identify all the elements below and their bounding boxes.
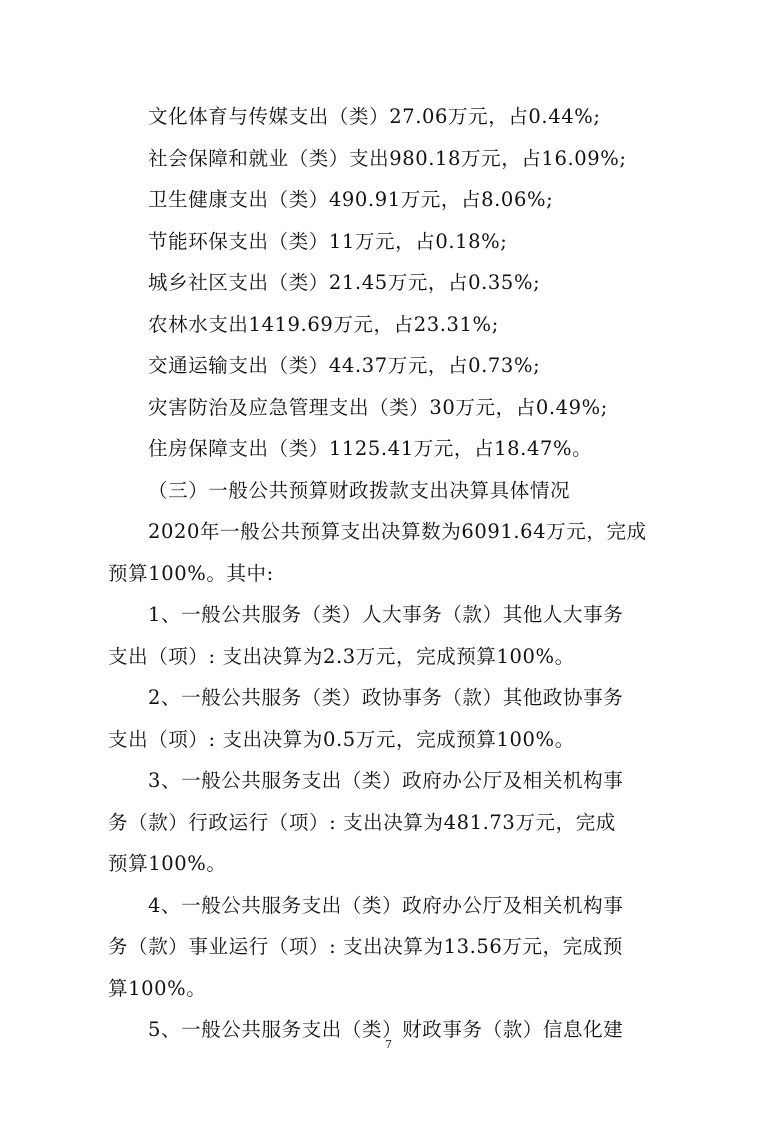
expense-line-health: 卫生健康支出（类）490.91万元，占8.06%;: [148, 188, 554, 211]
item-4-line: 务（款）事业运行（项）: 支出决算为13.56万元，完成预: [108, 935, 623, 958]
page-number: 7: [385, 1038, 392, 1051]
item-2-line: 支出（项）: 支出决算为0.5万元，完成预算100%。: [108, 727, 575, 751]
item-3-line: 3、一般公共服务支出（类）政府办公厅及相关机构事: [148, 769, 624, 792]
paragraph-line: 预算100%。其中:: [108, 561, 274, 585]
expense-line-disaster: 灾害防治及应急管理支出（类）30万元，占0.49%;: [148, 395, 608, 419]
item-3-line: 预算100%。: [108, 852, 227, 875]
document-body: [108, 96, 668, 1051]
expense-line-transport: 交通运输支出（类）44.37万元，占0.73%;: [148, 354, 541, 377]
item-4-line: 4、一般公共服务支出（类）政府办公厅及相关机构事: [148, 893, 624, 917]
paragraph-line: 2020年一般公共预算支出决算数为6091.64万元，完成: [148, 520, 647, 543]
expense-line-culture: 文化体育与传媒支出（类）27.06万元，占0.44%;: [148, 105, 601, 128]
section-heading: （三）一般公共预算财政拨款支出决算具体情况: [148, 478, 571, 502]
item-3-line: 务（款）行政运行（项）: 支出决算为481.73万元，完成: [108, 810, 616, 834]
expense-line-housing: 住房保障支出（类）1125.41万元，占18.47%。: [148, 437, 593, 460]
item-1-line: 支出（项）: 支出决算为2.3万元，完成预算100%。: [108, 644, 575, 668]
expense-line-community: 城乡社区支出（类）21.45万元，占0.35%;: [148, 271, 541, 294]
item-4-line: 算100%。: [108, 976, 207, 1000]
expense-line-social-security: 社会保障和就业（类）支出980.18万元，占16.09%;: [148, 146, 627, 170]
expense-line-agriculture: 农林水支出1419.69万元，占23.31%;: [148, 312, 499, 336]
item-2-line: 2、一般公共服务（类）政协事务（款）其他政协事务: [148, 686, 624, 709]
expense-line-environment: 节能环保支出（类）11万元，占0.18%;: [148, 229, 508, 253]
item-1-line: 1、一般公共服务（类）人大事务（款）其他人大事务: [148, 603, 624, 626]
item-5-line: 5、一般公共服务支出（类）财政事务（款）信息化建: [148, 1018, 624, 1041]
